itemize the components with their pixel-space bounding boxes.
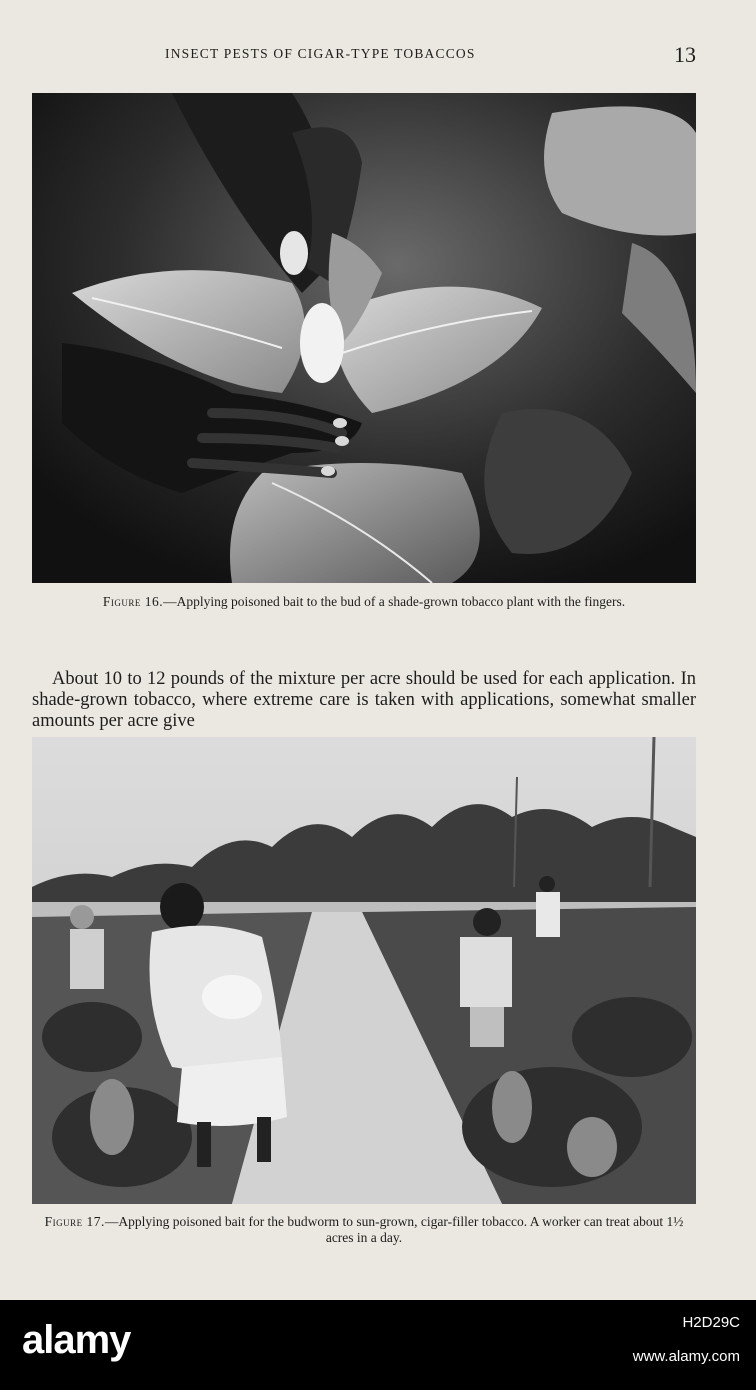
figure-17-caption-text: —Applying poisoned bait for the budworm to sun-grown, cigar-filler tobacco. A worker can treat about 1½ acres in a day. [104,1214,684,1245]
page-number: 13 [674,42,696,67]
figure-16-label: Figure 16. [102,594,164,609]
alamy-url: www.alamy.com [632,1348,740,1365]
running-head [0,44,756,70]
figure-17-caption [32,1214,696,1246]
figure-17-photo [32,737,696,1204]
figure-17-label: Figure 17. [44,1214,105,1229]
figure-16-photo [32,93,696,583]
stock-watermark-bar [0,1300,756,1390]
figure-16-caption-text: —Applying poisoned bait to the bud of a shade-grown tobacco plant with the fingers. [163,594,626,609]
alamy-logo: alamy [22,1318,131,1362]
figure-16-caption [32,594,696,610]
running-title: INSECT PESTS OF CIGAR-TYPE TOBACCOS [165,46,476,61]
image-id: H2D29C [682,1314,740,1331]
body-paragraph: About 10 to 12 pounds of the mixture per acre should be used for each application. In shade-grown tobacco, where extreme care is taken with applications, somewhat smaller amounts per acre give [32,668,696,731]
